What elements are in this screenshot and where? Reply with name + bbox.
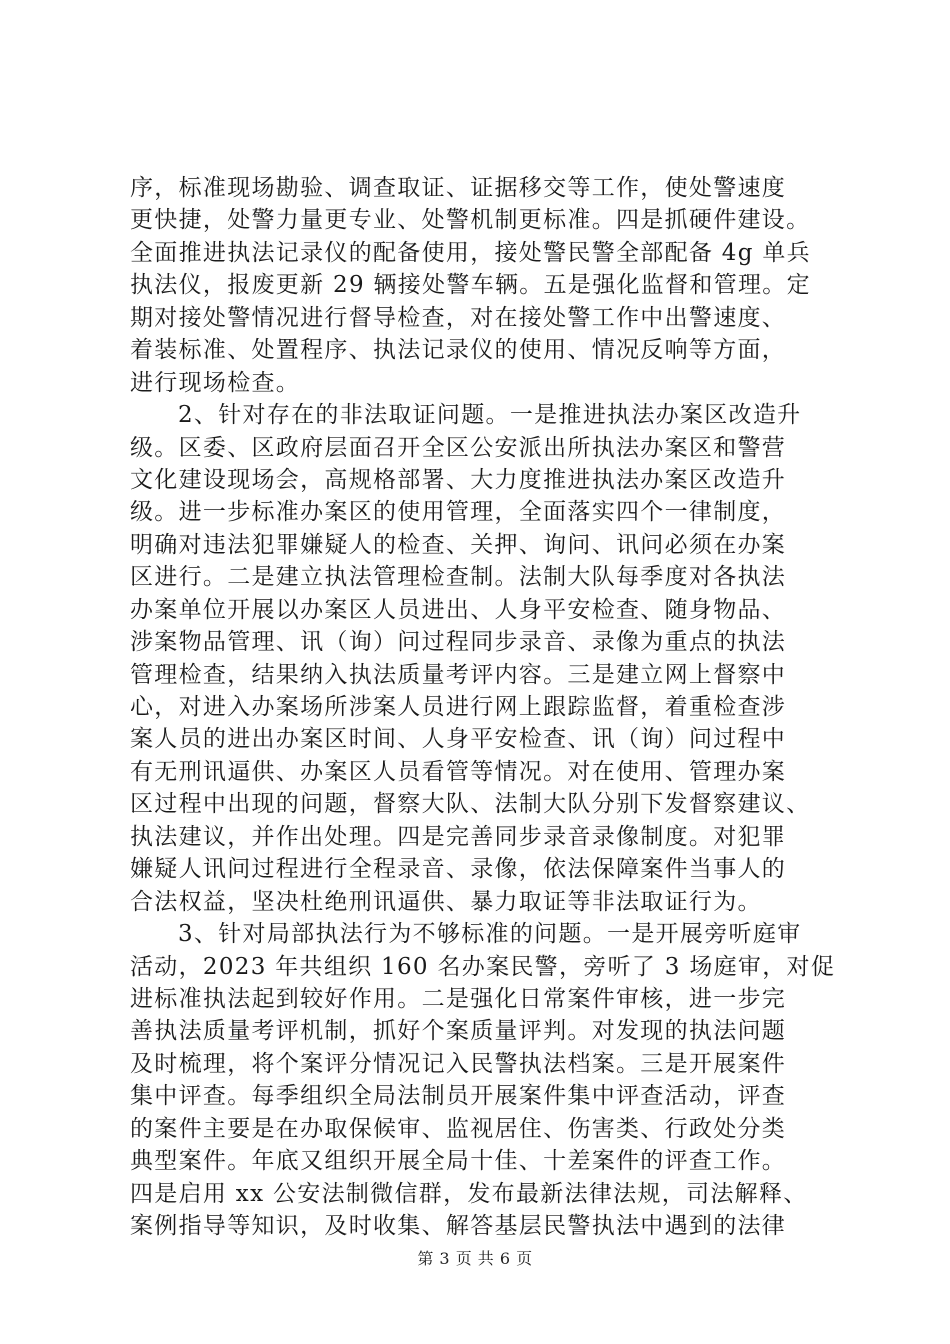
text-line: 区过程中出现的问题，督察大队、法制大队分别下发督察建议、 (130, 791, 811, 818)
text-line: 2、针对存在的非法取证问题。一是推进执法办案区改造升 (178, 402, 802, 429)
text-line: 心，对进入办案场所涉案人员进行网上跟踪监督，着重检查涉 (130, 694, 787, 720)
document-body (130, 172, 836, 1242)
page-footer: 第 3 页 共 6 页 (417, 1249, 533, 1268)
text-line: 序，标准现场勘验、调查取证、证据移交等工作，使处警速度 (130, 175, 787, 201)
text-line: 办案单位开展以办案区人员进出、人身平安检查、随身物品、 (130, 596, 787, 623)
text-line: 全面推进执法记录仪的配备使用，接处警民警全部配备 4g 单兵 (130, 239, 811, 266)
text-line: 管理检查，结果纳入执法质量考评内容。三是建立网上督察中 (130, 661, 787, 688)
text-line: 3、针对局部执法行为不够标准的问题。一是开展旁听庭审 (178, 921, 802, 948)
text-line: 涉案物品管理、讯（询）问过程同步录音、录像为重点的执法 (130, 629, 787, 656)
text-line: 执法建议，并作出处理。四是完善同步录音录像制度。对犯罪 (130, 823, 787, 850)
text-line: 有无刑讯逼供、办案区人员看管等情况。对在使用、管理办案 (130, 758, 787, 785)
text-line: 案例指导等知识，及时收集、解答基层民警执法中遇到的法律 (130, 1213, 787, 1239)
text-line: 典型案件。年底又组织开展全局十佳、十差案件的评查工作。 (130, 1148, 787, 1175)
text-line: 合法权益，坚决杜绝刑讯逼供、暴力取证等非法取证行为。 (130, 888, 762, 915)
text-line: 执法仪，报废更新 29 辆接处警车辆。五是强化监督和管理。定 (130, 272, 811, 299)
text-line: 着装标准、处置程序、执法记录仪的使用、情况反响等方面， (130, 337, 787, 364)
text-line: 案人员的进出办案区时间、人身平安检查、讯（询）问过程中 (130, 726, 787, 753)
text-line: 四是启用 xx 公安法制微信群，发布最新法律法规，司法解释、 (130, 1180, 808, 1207)
text-line: 明确对违法犯罪嫌疑人的检查、关押、询问、讯问必须在办案 (130, 531, 787, 558)
text-line: 嫌疑人讯问过程进行全程录音、录像，依法保障案件当事人的 (130, 856, 787, 883)
text-line: 级。进一步标准办案区的使用管理，全面落实四个一律制度， (130, 499, 787, 526)
text-line: 的案件主要是在办取保候审、监视居住、伤害类、行政处分类 (130, 1115, 787, 1142)
text-line: 更快捷，处警力量更专业、处警机制更标准。四是抓硬件建设。 (130, 207, 811, 234)
text-line: 区进行。二是建立执法管理检查制。法制大队每季度对各执法 (130, 564, 787, 591)
text-line: 集中评查。每季组织全局法制员开展案件集中评查活动，评查 (130, 1083, 787, 1110)
text-line: 善执法质量考评机制，抓好个案质量评判。对发现的执法问题 (130, 1018, 787, 1045)
text-line: 文化建设现场会，高规格部署、大力度推进执法办案区改造升 (130, 466, 787, 493)
text-line: 及时梳理，将个案评分情况记入民警执法档案。三是开展案件 (130, 1050, 787, 1077)
text-line: 活动，2023 年共组织 160 名办案民警，旁听了 3 场庭审，对促 (130, 953, 836, 980)
text-line: 级。区委、区政府层面召开全区公安派出所执法办案区和警营 (130, 434, 787, 461)
text-line: 进行现场检查。 (130, 369, 301, 396)
text-line: 期对接处警情况进行督导检查，对在接处警工作中出警速度、 (130, 304, 787, 331)
text-line: 进标准执法起到较好作用。二是强化日常案件审核，进一步完 (130, 985, 787, 1012)
